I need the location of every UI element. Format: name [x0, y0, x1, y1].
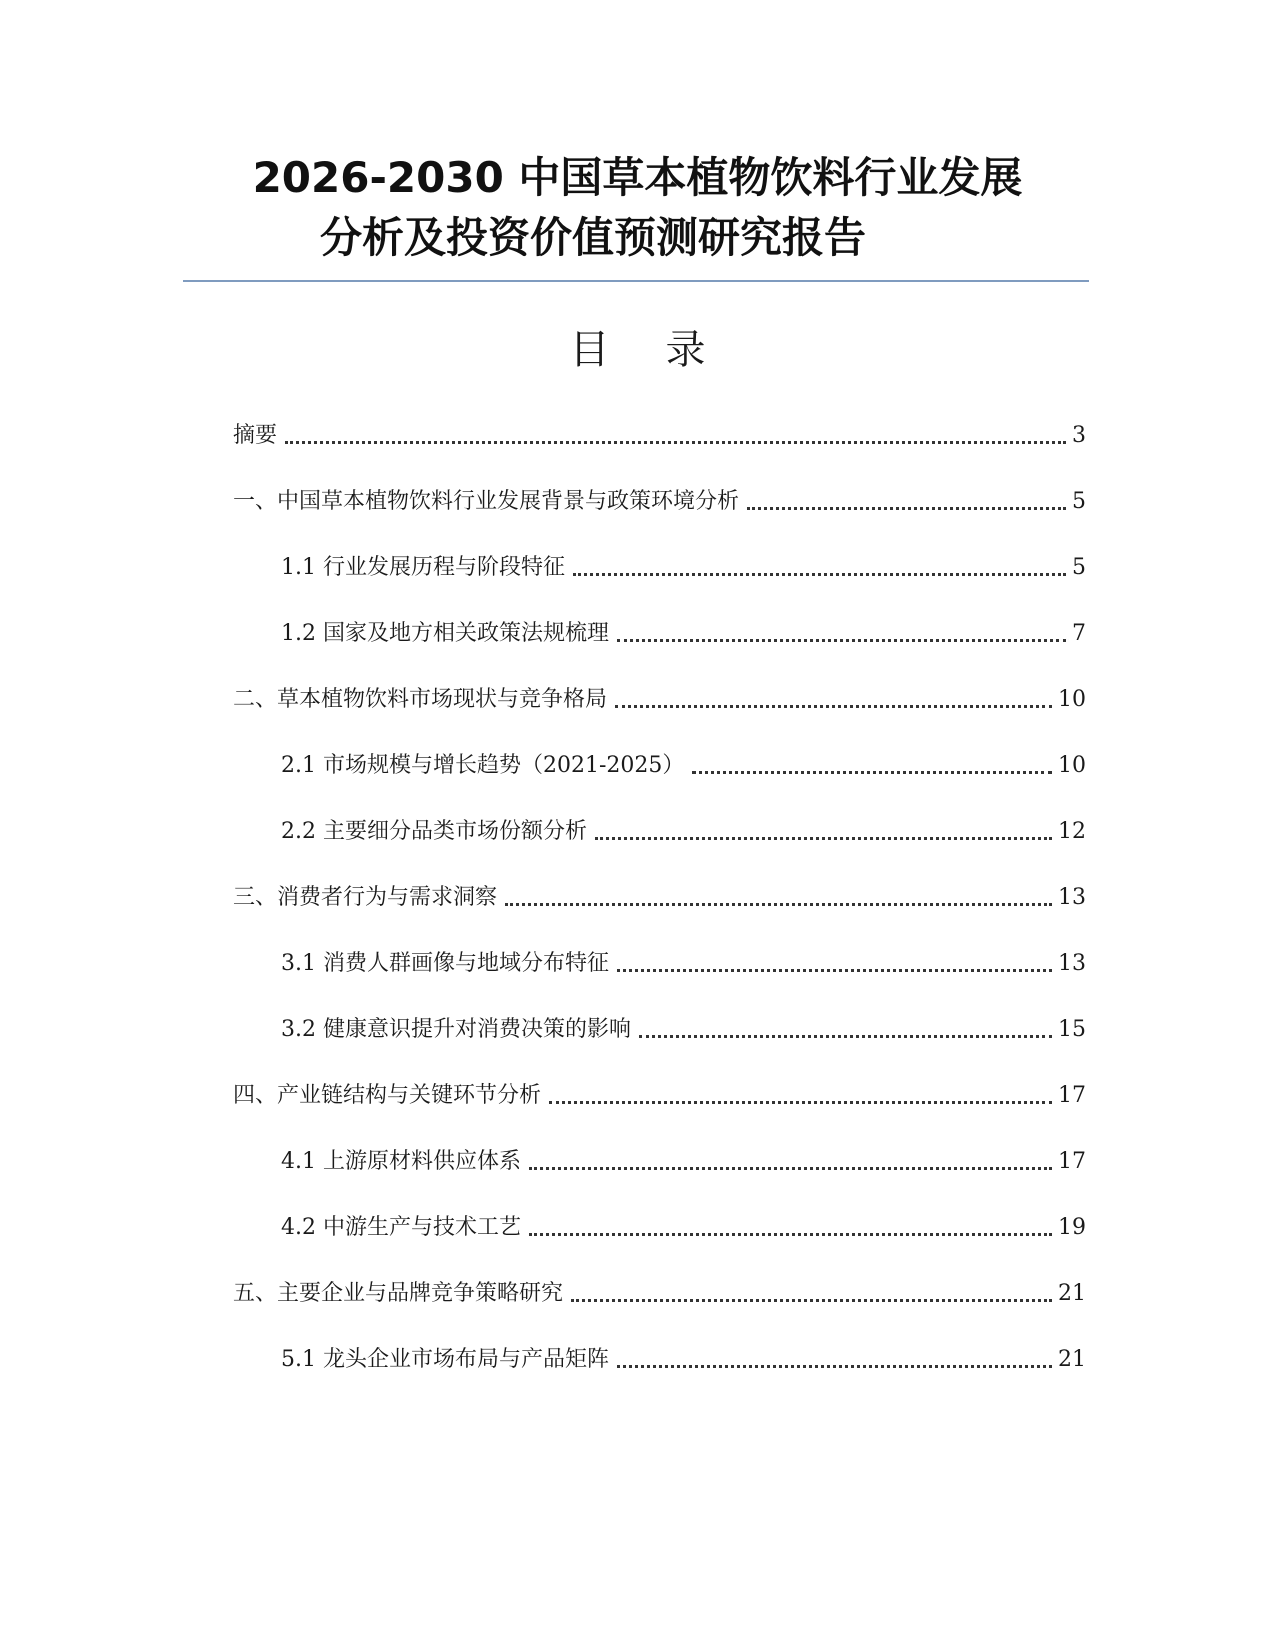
toc-entry-page-number: 3: [1072, 423, 1086, 448]
toc-dot-leader: [285, 441, 1066, 444]
toc-entry[interactable]: [233, 679, 1086, 715]
toc-dot-leader: [549, 1101, 1052, 1104]
toc-dot-leader: [747, 507, 1066, 510]
toc-entry[interactable]: [233, 481, 1086, 517]
toc-entry-page-number: 19: [1058, 1215, 1086, 1240]
toc-dot-leader: [617, 639, 1066, 642]
toc-entry-page-number: 10: [1058, 687, 1086, 712]
toc-entry[interactable]: [281, 1141, 1086, 1177]
toc-dot-leader: [617, 969, 1052, 972]
toc-dot-leader: [505, 903, 1052, 906]
toc-heading: 目录: [569, 327, 762, 373]
toc-dot-leader: [615, 705, 1052, 708]
report-title: [180, 148, 1095, 268]
toc-dot-leader: [692, 771, 1052, 774]
toc-entry-page-number: 21: [1058, 1347, 1086, 1372]
toc-entry-title: 2.1 市场规模与增长趋势（2021-2025）: [281, 753, 685, 778]
toc-entry[interactable]: [281, 547, 1086, 583]
toc-dot-leader: [639, 1035, 1052, 1038]
toc-entry[interactable]: [281, 613, 1086, 649]
toc-entry-title: 3.1 消费人群画像与地域分布特征: [281, 951, 609, 976]
toc-entry[interactable]: [281, 1339, 1086, 1375]
toc-entry-title: 四、产业链结构与关键环节分析: [233, 1083, 542, 1108]
toc-entry-title: 3.2 健康意识提升对消费决策的影响: [281, 1017, 631, 1042]
toc-entry-page-number: 17: [1058, 1149, 1086, 1174]
toc-entry[interactable]: [233, 877, 1086, 913]
toc-entry[interactable]: [233, 415, 1086, 451]
toc-entry-page-number: 15: [1058, 1017, 1086, 1042]
toc-entry[interactable]: [233, 1075, 1086, 1111]
toc-entry[interactable]: [281, 745, 1086, 781]
toc-entry[interactable]: [281, 811, 1086, 847]
toc-entry[interactable]: [281, 1009, 1086, 1045]
title-divider: [183, 280, 1089, 282]
toc-entry-title: 一、中国草本植物饮料行业发展背景与政策环境分析: [233, 489, 740, 514]
toc-entry-title: 五、主要企业与品牌竞争策略研究: [233, 1281, 564, 1306]
toc-entry[interactable]: [233, 1273, 1086, 1309]
toc-entry-title: 三、消费者行为与需求洞察: [233, 885, 498, 910]
report-title-line-1: 2026-2030 中国草本植物饮料行业发展: [252, 153, 1023, 202]
toc-entry-page-number: 5: [1072, 555, 1086, 580]
toc-entry[interactable]: [281, 1207, 1086, 1243]
report-title-line-2: 分析及投资价值预测研究报告: [320, 213, 867, 262]
toc-entry-page-number: 7: [1072, 621, 1086, 646]
toc-dot-leader: [571, 1299, 1052, 1302]
toc-dot-leader: [595, 837, 1052, 840]
toc-entry-title: 5.1 龙头企业市场布局与产品矩阵: [281, 1347, 609, 1372]
toc-entry-title: 1.2 国家及地方相关政策法规梳理: [281, 621, 609, 646]
toc-dot-leader: [573, 573, 1066, 576]
toc-entry-page-number: 13: [1058, 885, 1086, 910]
toc-dot-leader: [617, 1365, 1052, 1368]
toc-entry-title: 二、草本植物饮料市场现状与竞争格局: [233, 687, 608, 712]
toc-entry-title: 4.2 中游生产与技术工艺: [281, 1215, 521, 1240]
toc-entry-title: 2.2 主要细分品类市场份额分析: [281, 819, 587, 844]
toc-dot-leader: [529, 1167, 1052, 1170]
toc-entry-title: 摘要: [233, 423, 278, 448]
toc-entry-title: 1.1 行业发展历程与阶段特征: [281, 555, 565, 580]
toc-entry-page-number: 21: [1058, 1281, 1086, 1306]
toc-entry-page-number: 10: [1058, 753, 1086, 778]
toc-entry-page-number: 17: [1058, 1083, 1086, 1108]
toc-entry-page-number: 5: [1072, 489, 1086, 514]
toc-entry-title: 4.1 上游原材料供应体系: [281, 1149, 521, 1174]
toc-entry-page-number: 12: [1058, 819, 1086, 844]
toc-dot-leader: [529, 1233, 1052, 1236]
toc-entry[interactable]: [281, 943, 1086, 979]
toc-entry-page-number: 13: [1058, 951, 1086, 976]
